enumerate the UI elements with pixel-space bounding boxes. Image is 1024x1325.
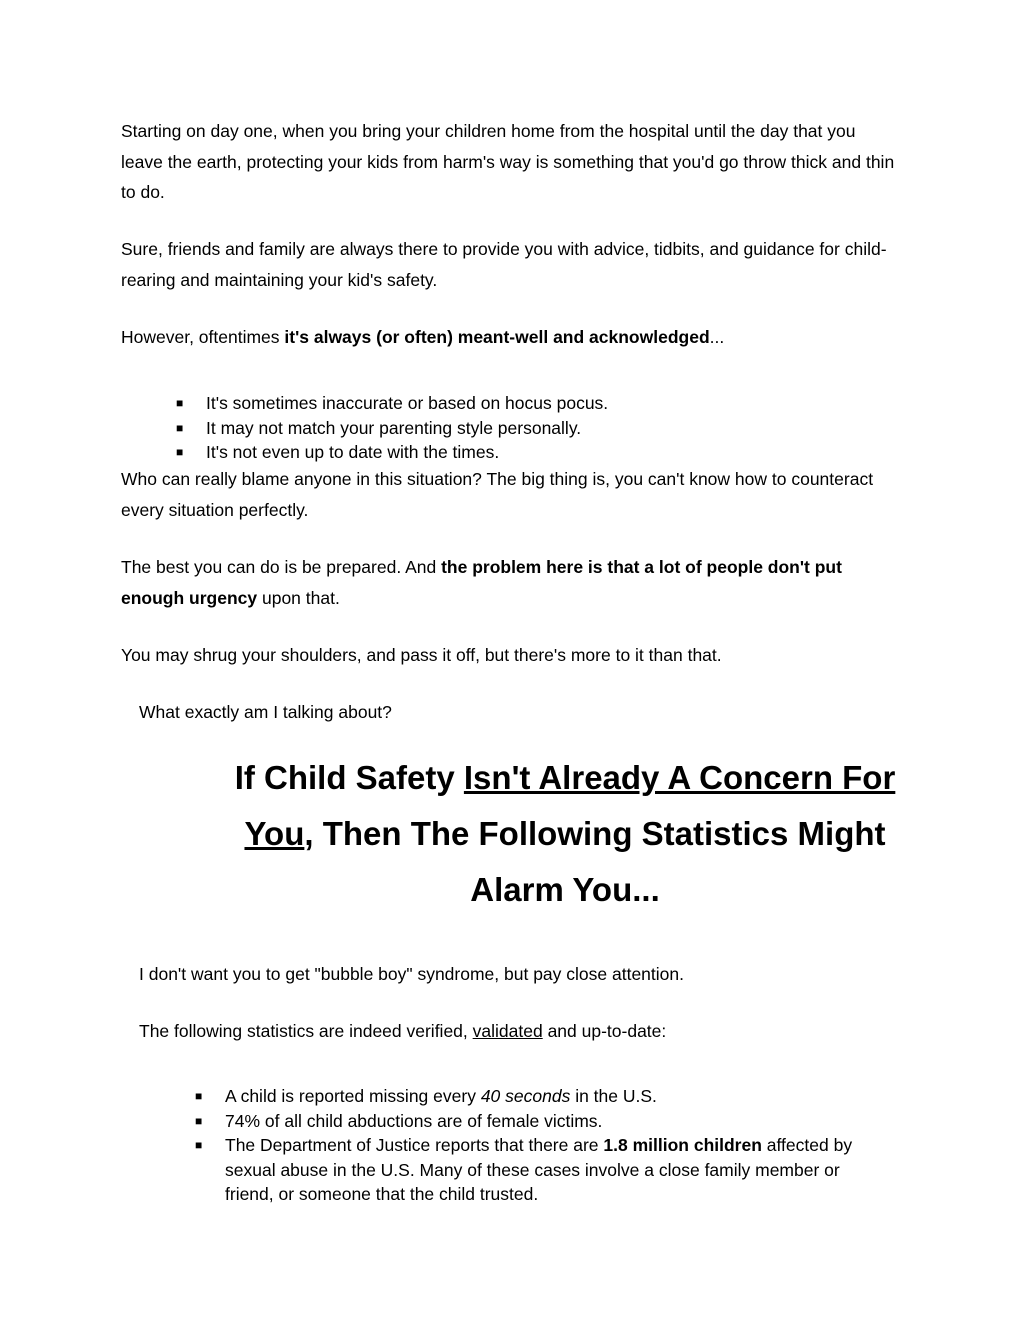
stats-paragraph-9 [139, 1016, 919, 1047]
intro-paragraph-1: Starting on day one, when you bring your children home from the hospital until the day that you leave the earth, protecting your kids from harm's way is something that you'd go throw thick and thin to do. [121, 121, 895, 202]
p5-text: The best you can do is be prepared. And [121, 557, 442, 577]
body-paragraph-5 [121, 552, 901, 613]
list-item: ■ It may not match your parenting style personally. [176, 416, 896, 441]
stat3-tail: affected by sexual abuse in the U.S. Many of these cases involve a close family member or friend, or someone that the child trusted. [225, 1135, 853, 1204]
statistics-list [195, 1084, 885, 1207]
intro-p3-text: However, oftentimes [121, 327, 285, 347]
stat3-text: The Department of Justice reports that there are [225, 1135, 604, 1155]
p9-tail: and up-to-date: [542, 1021, 667, 1041]
stats-paragraph-8: I don't want you to get "bubble boy" syndrome, but pay close attention. [139, 964, 684, 984]
list-item: ■ It's not even up to date with the times. [176, 440, 896, 465]
stat3-bold: 1.8 million children [603, 1135, 762, 1155]
p9-text: The following statistics are indeed verified, [139, 1021, 473, 1041]
list-item [195, 1133, 885, 1207]
p5-tail: upon that. [257, 587, 340, 608]
body-paragraph-6: You may shrug your shoulders, and pass it off, but there's more to it than that. [121, 645, 722, 665]
intro-paragraph-2: Sure, friends and family are always there to provide you with advice, tidbits, and guidance for child-rearing and maintaining your kid's safety. [121, 239, 887, 290]
list-item: ■ It's sometimes inaccurate or based on hocus pocus. [176, 391, 896, 416]
heading-underlined: Isn't Already A Concern For You [244, 759, 896, 852]
stat1-text: A child is reported missing every [225, 1086, 481, 1106]
list-item [195, 1084, 885, 1109]
p9-underlined: validated [472, 1021, 543, 1041]
heading-part-3: , Then The Following Statistics Might Alarm You... [304, 815, 886, 908]
body-paragraph-4: Who can really blame anyone in this situation? The big thing is, you can't know how to counteract every situation perfectly. [121, 469, 874, 520]
stat1-italic: 40 seconds [480, 1086, 571, 1106]
body-paragraph-7: What exactly am I talking about? [139, 702, 392, 722]
section-heading [210, 750, 920, 918]
list-item: ■ 74% of all child abductions are of female victims. [195, 1109, 885, 1134]
p5-bold: the problem here is that a lot of people don't put enough urgency [121, 557, 842, 608]
intro-paragraph-3 [121, 322, 901, 353]
stat1-tail: in the U.S. [570, 1086, 657, 1106]
heading-part-1: If Child Safety [234, 759, 464, 796]
caveat-list [176, 391, 896, 465]
intro-p3-bold: it's always (or often) meant-well and acknowledged [284, 327, 710, 347]
intro-p3-ellipsis: ... [709, 327, 725, 347]
